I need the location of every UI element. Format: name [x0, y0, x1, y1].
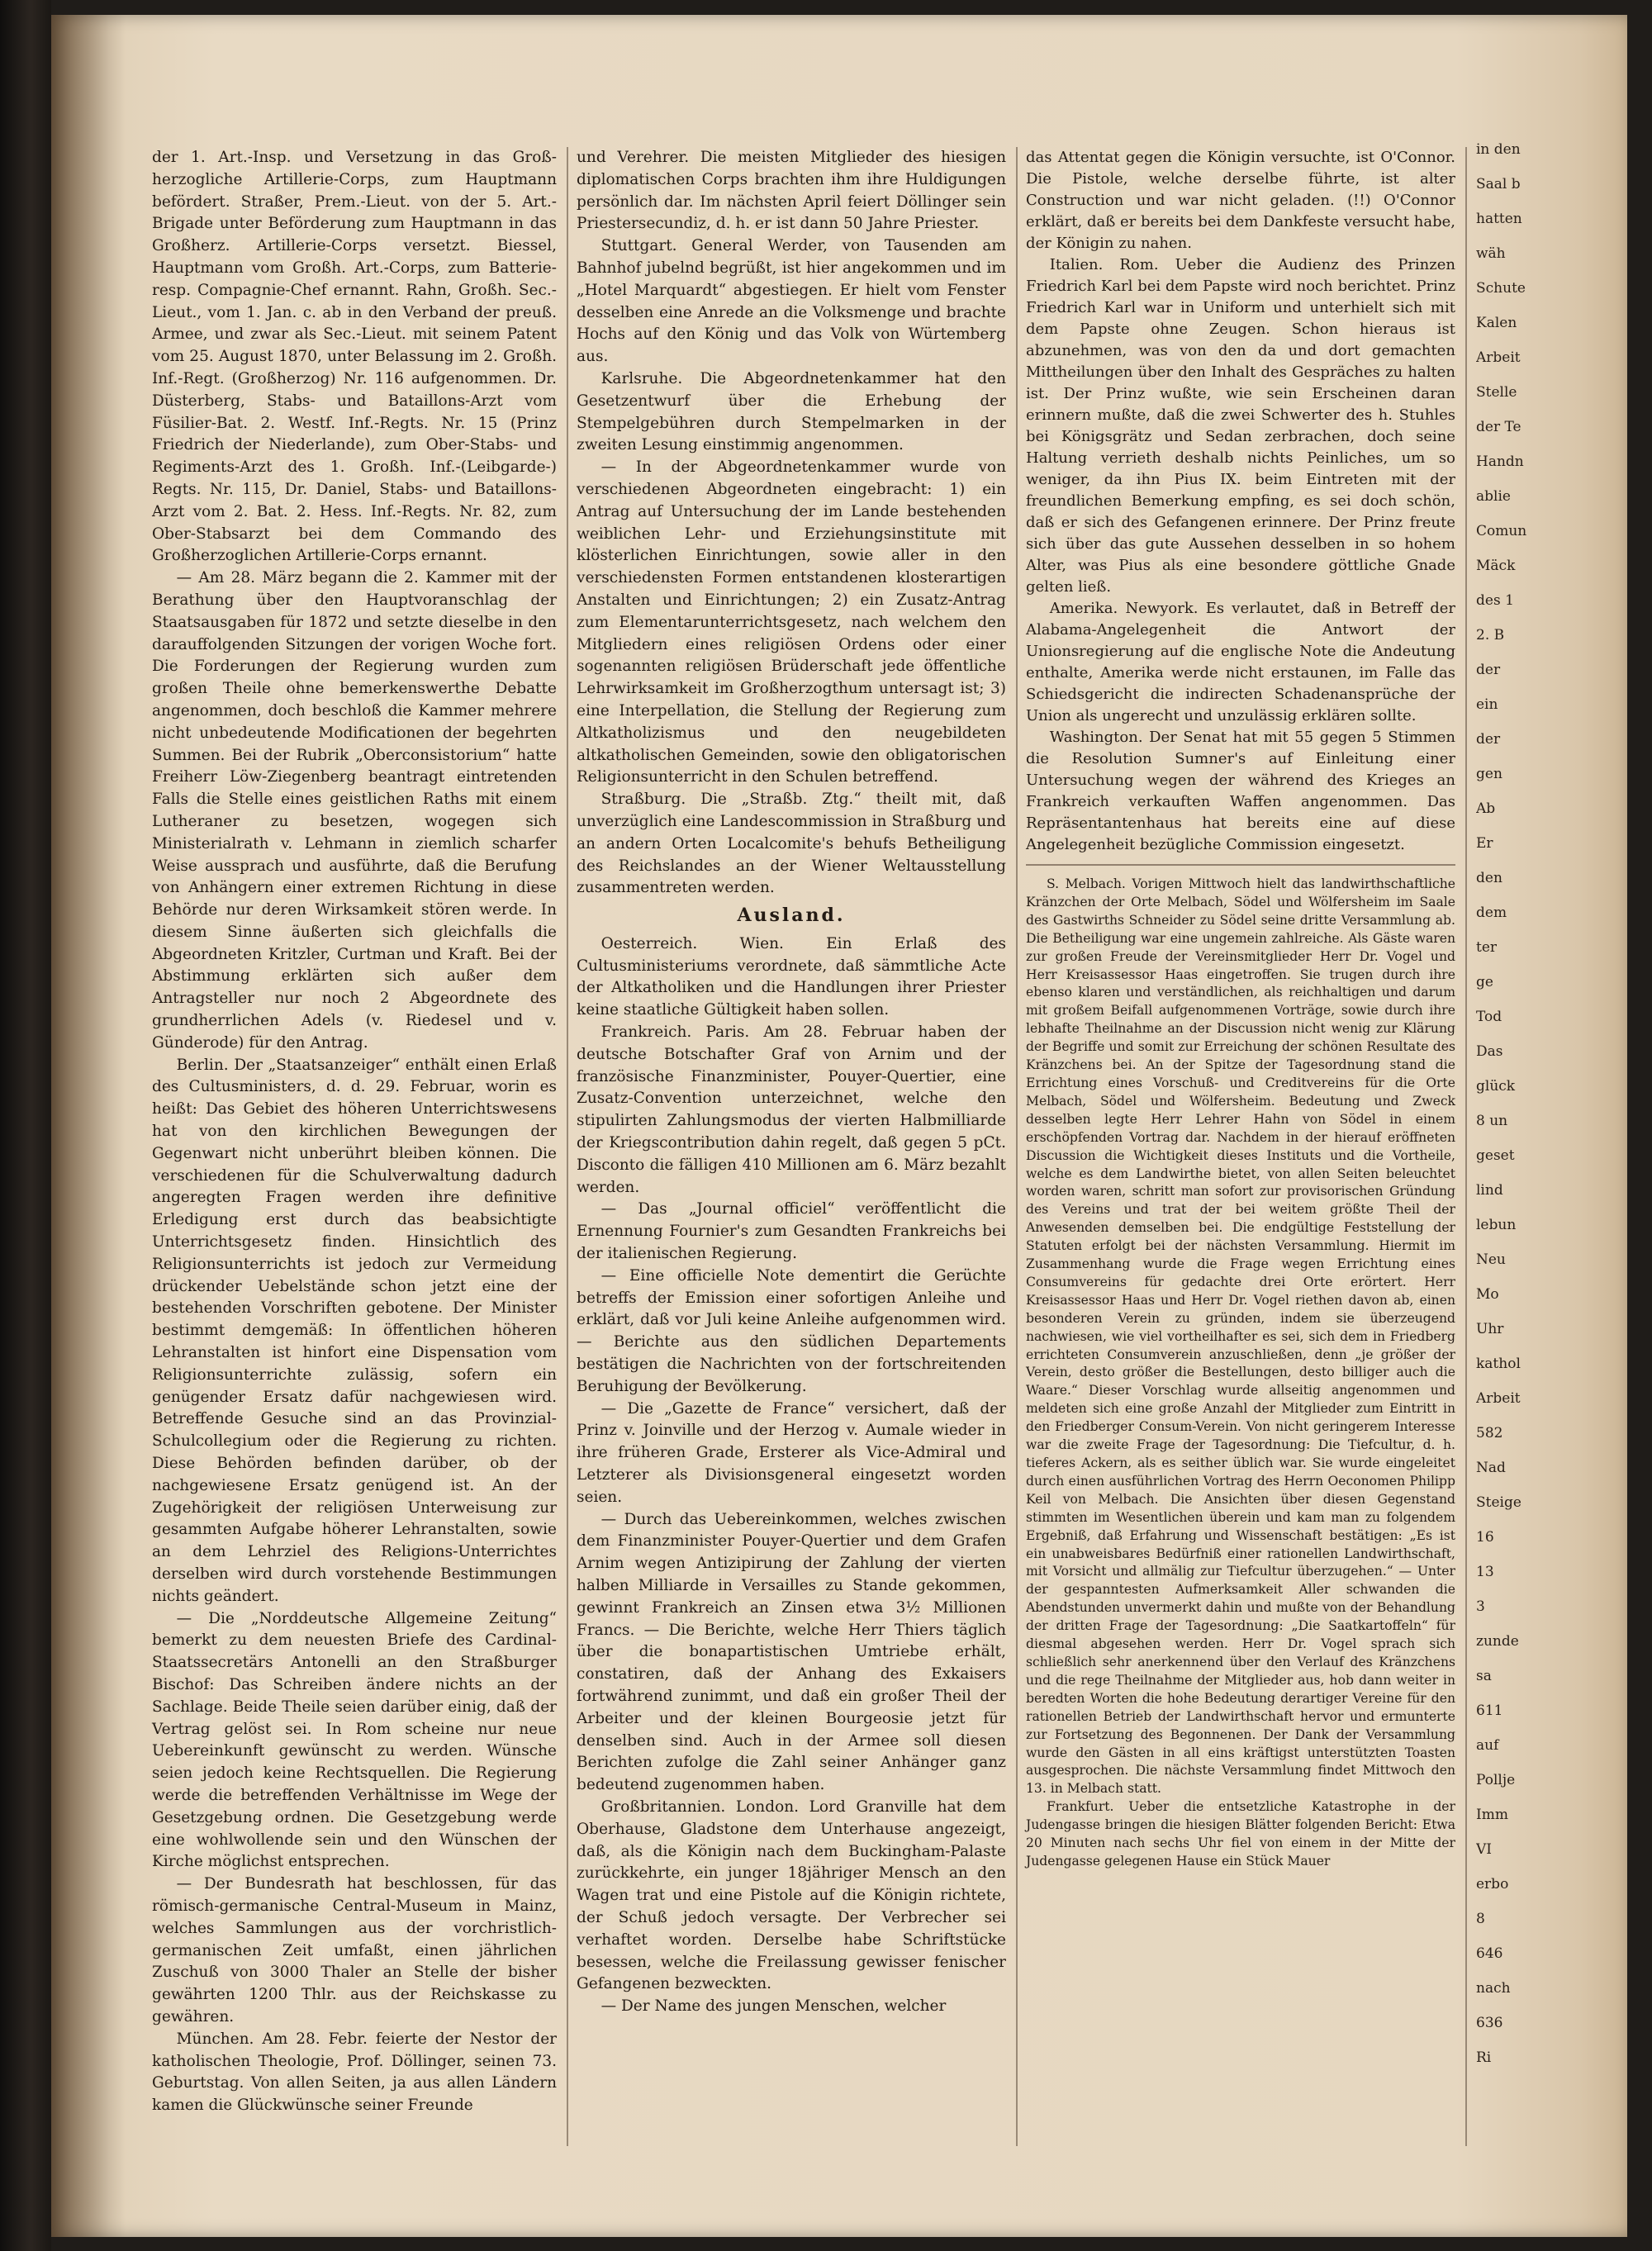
- col2-paragraph: Karlsruhe. Die Abgeordnetenkammer hat den Gesetzentwurf über die Erhebung der Stempelgebühren durch Stempelmarken in der zweiten Lesung einstimmig angenommen.: [577, 369, 1006, 454]
- gutter-shadow: [51, 15, 126, 2237]
- col3-paragraph: Frankfurt. Ueber die entsetzliche Katastrophe in der Judengasse bringen die hiesigen Blätter folgenden Bericht: Etwa 20 Minuten nach sechs Uhr fiel von einem in der Mitte der Judengasse gelegenen Hause ein Stück Mauer: [1026, 1799, 1455, 1869]
- edge-fragment: gen: [1476, 766, 1502, 782]
- col2-paragraph: Frankreich. Paris. Am 28. Februar haben der deutsche Botschafter Graf von Arnim und der französische Finanzminister, Pouyer-Quertier, eine Zusatz-Convention unterzeichnet, welche den stipulirten Zahlungsmodus der vierten Halbmilliarde der Kriegscontribution dahin regelt, daß gegen 5 pCt. Disconto die fälligen 410 Millionen am 6. März bezahlt werden.: [577, 1023, 1006, 1196]
- col2-paragraph: Oesterreich. Wien. Ein Erlaß des Cultusministeriums verordnete, daß sämmtliche Acte der Altkatholiken und die Handlungen ihrer Priester keine staatliche Gültigkeit haben sollen.: [577, 934, 1006, 1019]
- edge-fragment: 3: [1476, 1598, 1485, 1615]
- col2-paragraph: — Die „Gazette de France“ versichert, daß der Prinz v. Joinville und der Herzog v. Aumale wieder in ihre früheren Grade, Ersterer als Vice-Admiral und Letzterer als Divisionsgeneral eingesetzt worden seien.: [577, 1399, 1006, 1506]
- edge-fragment: erbo: [1476, 1876, 1509, 1892]
- col1-paragraph: Berlin. Der „Staatsanzeiger“ enthält einen Erlaß des Cultusministers, d. d. 29. Februar, worin es heißt: Das Gebiet des höheren Unterrichtswesens hat von den kirchlichen Bewegungen der Gegenwart nicht unberührt bleiben können. Die verschiedenen für die Schulverwaltung dadurch angeregten Fragen werden ihre definitive Erledigung erst durch das beabsichtigte Unterrichtsgesetz finden. Hinsichtlich des Religionsunterrichts ist jedoch zur Vermeidung drückender Uebelstände schon jetzt eine der bestehenden Vorschriften gebotene. Der Minister bestimmt demgemäß: In öffentlichen höheren Lehranstalten ist hinfort eine Dispensation vom Religionsunterrichte zulässig, sofern ein genügender Ersatz dafür nachgewiesen wird. Betreffende Gesuche sind an das Provinzial-Schulcollegium oder die Regierung zu richten. Diese Behörden befinden darüber, ob der nachgewiesene Ersatz genügend ist. An der Zugehörigkeit der religiösen Unterweisung zur gesammten Aufgabe höherer Lehranstalten, sowie an dem Lehrziel des Religions-Unterrichtes derselben wird durch vorstehende Bestimmungen nichts geändert.: [152, 1056, 557, 1605]
- edge-fragment: 8 un: [1476, 1113, 1508, 1129]
- column-2: [577, 147, 1006, 2018]
- edge-fragment: lind: [1476, 1182, 1503, 1199]
- col3-paragraph: Washington. Der Senat hat mit 55 gegen 5 Stimmen die Resolution Sumner's auf Einleitung einer Untersuchung wegen der während des Krieges an Frankreich verkauften Waffen angenommen. Das Repräsentantenhaus hat bereits eine auf diese Angelegenheit bezügliche Commission eingesetzt.: [1026, 729, 1455, 853]
- edge-fragment: kathol: [1476, 1356, 1521, 1372]
- edge-fragment: Uhr: [1476, 1321, 1504, 1337]
- edge-fragment: 636: [1476, 2015, 1503, 2031]
- col3-paragraph: Italien. Rom. Ueber die Audienz des Prinzen Friedrich Karl bei dem Papste wird noch berichtet. Prinz Friedrich Karl war in Uniform und unterhielt sich mit dem Papste ohne Zeugen. Schon hieraus ist abzunehmen, was von den da und dort gemachten Mittheilungen über den Inhalt des Gespräches zu halten ist. Der Prinz wußte, wie sein Erscheinen daran erinnern mußte, daß die zwei Schwerter des h. Stuhles bei Königsgrätz und Sedan zerbrachen, doch seine Haltung verrieth deshalb nichts Peinliches, um so weniger, da ihn Pius IX. beim Eintreten mit der freundlichen Bemerkung empfing, es sei doch schön, daß er sich des Gefangenen erinnere. Der Prinz freute sich über das gute Aussehen desselben in so hohem Alter, was Pius als eine besondere göttliche Gnade gelten ließ.: [1026, 256, 1455, 596]
- edge-fragment: den: [1476, 870, 1502, 886]
- edge-fragment: Ri: [1476, 2049, 1492, 2066]
- section-divider: [1026, 864, 1455, 866]
- edge-fragment: Mo: [1476, 1286, 1499, 1303]
- edge-fragment: Handn: [1476, 454, 1524, 470]
- section-heading: Ausland.: [737, 905, 846, 927]
- col1-paragraph: München. Am 28. Febr. feierte der Nestor der katholischen Theologie, Prof. Döllinger, seinen 73. Geburtstag. Von allen Seiten, ja aus allen Ländern kamen die Glückwünsche seiner Freunde: [152, 2030, 557, 2115]
- edge-fragment: ein: [1476, 696, 1498, 713]
- adjacent-page-edge: [1476, 139, 1600, 2163]
- edge-fragment: 16: [1476, 1529, 1494, 1546]
- edge-fragment: wäh: [1476, 245, 1506, 262]
- edge-fragment: 2. B: [1476, 627, 1505, 643]
- col3-paragraph: S. Melbach. Vorigen Mittwoch hielt das landwirthschaftliche Kränzchen der Orte Melbach, Södel und Wölfersheim im Saale des Gastwirths Schneider zu Södel seine dritte Versammlung ab. Die Betheiligung war eine ungemein zahlreiche. Als Gäste waren zur großen Freude der Vereinsmitglieder Herr Dr. Vogel und Herr Kreisassessor Haas eingetroffen. Sie trugen durch ihre ebenso klaren und verständlichen, als reichhaltigen und darum mit großem Beifall aufgenommenen Vorträge, sowie durch ihre lebhafte Theilnahme an der Discussion nicht wenig zur Klärung der Begriffe und somit zur Erreichung der schönen Resultate des Kränzchens bei. An der Spitze der Tagesordnung stand die Errichtung eines Vorschuß- und Creditvereins für die Orte Melbach, Södel und Wölfersheim. Bedeutung und Zweck desselben legte Herr Lehrer Hahn von Södel in einem erschöpfenden Vortrag dar. Nachdem in der hierauf eröffneten Discussion die Wichtigkeit dieses Instituts und die Vortheile, welche es dem Landwirthe bietet, von allen Seiten beleuchtet worden waren, schritt man sofort zur provisorischen Gründung des Vereins und trat der bei weitem größte Theil der Anwesenden demselben bei. Die endgültige Feststellung der Statuten erfolgt bei der nächsten Versammlung. Hiermit im Zusammenhang wurde die Frage wegen Errichtung eines Consumvereins für gedachte drei Orte erörtert. Herr Kreisassessor Haas und Herr Dr. Vogel riethen davon ab, einen besonderen Verein zu gründen, indem sie überzeugend nachwiesen, wie viel vortheilhafter es sei, sich dem in Friedberg errichteten Consumverein anzuschließen, denn „je größer der Verein, desto größer die Bestellungen, desto billiger auch die Waare.“ Dieser Vorschlag wurde allseitig angenommen und meldeten sich eine große Anzahl der Mitglieder zum Eintritt in den Friedberger Consum-Verein. Von nicht geringerem Interesse war die zweite Frage der Tagesordnung: Die Tiefcultur, d. h. tieferes Ackern, als es seither üblich war. Sie wurde eingeleitet durch einen ausführlichen Vortrag des Herrn Oeconomen Philipp Keil von Melbach. Die Ansichten über diesen Gegenstand stimmten im Wesentlichen überein und kam man zu folgendem Ergebniß, daß Erfahrung und Wissenschaft bestätigen: „Es ist ein unabweisbares Bedürfniß einer rationellen Landwirthschaft, mit Vorsicht und allmälig zur Tiefcultur überzugehen.“ — Unter der gespanntesten Aufmerksamkeit Aller schwanden die Abendstunden unvermerkt dahin und mußte von der Behandlung der dritten Frage der Tagesordnung: „Die Saatkartoffeln“ für diesmal abgesehen werden. Herr Dr. Vogel sprach sich schließlich sehr anerkennend über den Verlauf des Kränzchens und die rege Theilnahme der Mitglieder aus, hob dann weiter in beredten Worten die hohe Bedeutung derartiger Vereine für den rationellen Betrieb der Landwirthschaft hervor und ermunterte zur Fortsetzung des Begonnenen. Der Dank der Versammlung wurde den Gästen in all eins kräftigst unterstützten Toasten ausgesprochen. Die nächste Versammlung findet Mittwoch den 13. in Melbach statt.: [1026, 876, 1455, 1797]
- edge-fragment: lebun: [1476, 1217, 1517, 1233]
- column-rule: [567, 147, 568, 2146]
- edge-fragment: auf: [1476, 1737, 1499, 1754]
- edge-fragment: geset: [1476, 1147, 1515, 1164]
- edge-fragment: Ab: [1476, 800, 1496, 817]
- edge-fragment: ter: [1476, 939, 1498, 956]
- col2-paragraph: — Das „Journal officiel“ veröffentlicht die Ernennung Fournier's zum Gesandten Frankreichs bei der italienischen Regierung.: [577, 1200, 1006, 1263]
- edge-fragment: hatten: [1476, 211, 1522, 227]
- col2-paragraph: — Durch das Uebereinkommen, welches zwischen dem Finanzminister Pouyer-Quertier und dem Grafen Arnim wegen Antizipirung der Zahlung der vierten halben Milliarde in Versailles zu Stande gekommen, gewinnt Frankreich an Zinsen etwa 3½ Millionen Francs. — Die Berichte, welche Herr Thiers täglich über die bonapartistischen Umtriebe erhält, constatiren, daß der Anhang des Exkaisers fortwährend zunimmt, und daß ein großer Theil der Arbeiter und der kleinen Bourgeosie jetzt für denselben sind. Auch in der Armee soll diesen Berichten zufolge die Zahl seiner Anhänger ganz bedeutend zugenommen haben.: [577, 1510, 1006, 1794]
- edge-fragment: in den: [1476, 141, 1521, 158]
- col1-paragraph: der 1. Art.-Insp. und Versetzung in das Groß-herzogliche Artillerie-Corps, zum Hauptmann befördert. Straßer, Prem.-Lieut. von der 5. Art.-Brigade unter Beförderung zum Hauptmann in das Großherz. Artillerie-Corps versetzt. Biessel, Hauptmann vom Großh. Art.-Corps, zum Batterie-resp. Compagnie-Chef ernannt. Rahn, Großh. Sec.-Lieut., vom 1. Jan. c. ab in den Verband der preuß. Armee, und zwar als Sec.-Lieut. mit seinem Patent vom 25. August 1870, unter Belassung im 2. Großh. Inf.-Regt. (Großherzog) Nr. 116 aufgenommen. Dr. Düsterberg, Stabs- und Bataillons-Arzt vom Füsilier-Bat. 2. Westf. Inf.-Regts. Nr. 15 (Prinz Friedrich der Niederlande), zum Ober-Stabs- und Regiments-Arzt des 1. Großh. Inf.-(Leibgarde-) Regts. Nr. 115, Dr. Daniel, Stabs- und Bataillons-Arzt vom 2. Bat. 2. Hess. Inf.-Regts. Nr. 82, zum Ober-Stabsarzt bei dem Commando des Großherzoglichen Artillerie-Corps ernannt.: [152, 149, 557, 565]
- col2-paragraph: — Der Name des jungen Menschen, welcher: [601, 1997, 947, 2016]
- edge-fragment: dem: [1476, 905, 1507, 921]
- edge-fragment: des 1: [1476, 592, 1514, 609]
- col2-paragraph: und Verehrer. Die meisten Mitglieder des hiesigen diplomatischen Corps brachten ihm ihre Huldigungen persönlich dar. Im nächsten April feiert Döllinger sein Priestersecundiz, d. h. er ist dann 50 Jahre Priester.: [577, 149, 1006, 233]
- column-rule: [1465, 147, 1467, 2146]
- col1-paragraph: — Am 28. März begann die 2. Kammer mit der Berathung über den Hauptvoranschlag der Staatsausgaben für 1872 und setzte dieselbe in den darauffolgenden Sitzungen der vorigen Woche fort. Die Forderungen der Regierung wurden zum großen Theile ohne bemerkenswerthe Debatte angenommen, doch beschloß die Kammer mehrere nicht unbedeutende Modificationen der begehrten Summen. Bei der Rubrik „Oberconsistorium“ hatte Freiherr Löw-Ziegenberg beantragt eintretenden Falls die Stelle eines geistlichen Raths mit einem Lutheraner zu besetzen, wogegen sich Ministerialrath v. Lehmann in ziemlich scharfer Weise aussprach und ausführte, daß die Berufung von Anhängern einer extremen Richtung in diese Behörde nur deren Wirksamkeit stören werde. In diesem Sinne äußerten sich gleichfalls die Abgeordneten Kritzler, Curtman und Kraft. Bei der Abstimmung erklärten sich außer dem Antragsteller nur noch 2 Abgeordnete des grundherrlichen Adels (v. Riedesel und v. Günderode) für den Antrag.: [152, 569, 557, 1052]
- edge-fragment: 582: [1476, 1425, 1503, 1441]
- edge-fragment: nach: [1476, 1980, 1511, 1997]
- col2-paragraph: — Eine officielle Note dementirt die Gerüchte betreffs der Emission einer sofortigen Anleihe und erklärt, daß vor Juli keine Anleihe aufgenommen wird. — Berichte aus den südlichen Departements bestätigen die Nachrichten von der fortschreitenden Beruhigung der Bevölkerung.: [577, 1266, 1006, 1395]
- edge-fragment: ablie: [1476, 488, 1511, 505]
- col3-paragraph: Amerika. Newyork. Es verlautet, daß in Betreff der Alabama-Angelegenheit die Antwort der Unionsregierung auf die englische Note die Andeutung enthalte, Amerika werde nicht erstaunen, im Falle das Schiedsgericht die indirecten Schadenansprüche der Union als ungerecht und unzulässig erklären sollte.: [1026, 600, 1455, 724]
- edge-fragment: sa: [1476, 1668, 1492, 1684]
- edge-fragment: Kalen: [1476, 315, 1517, 331]
- edge-fragment: Neu: [1476, 1251, 1506, 1268]
- edge-fragment: der: [1476, 731, 1501, 748]
- edge-fragment: der Te: [1476, 419, 1521, 435]
- edge-fragment: Imm: [1476, 1807, 1508, 1823]
- column-3: [1026, 147, 1455, 1871]
- col1-paragraph: — Die „Norddeutsche Allgemeine Zeitung“ bemerkt zu dem neuesten Briefe des Cardinal-Staatssecretärs Antonelli an den Straßburger Bischof: Das Schreiben ändere nichts an der Sachlage. Beide Theile seien darüber einig, daß der Vertrag gelöst sei. In Rom scheine nur neue Uebereinkunft gewünscht zu werden. Wünsche seien jedoch keine Rechtsquellen. Die Regierung werde die betreffenden Verhältnisse im Wege der Gesetzgebung ordnen. Die Gesetzgebung werde eine wohlwollende sein und den Wünschen der Kirche möglichst entsprechen.: [152, 1609, 557, 1871]
- col2-paragraph: — In der Abgeordnetenkammer wurde von verschiedenen Abgeordneten eingebracht: 1) ein Antrag auf Untersuchung der im Lande bestehenden weiblichen Lehr- und Erziehungsinstitute mit klösterlichen Einrichtungen, sowie aller in den verschiedensten Formen entstandenen klosterartigen Anstalten und Einrichtungen; 2) ein Zusatz-Antrag zum Elementarunterrichtsgesetz, nach welchem den Mitgliedern eines religiösen Ordens oder einer sogenannten religiösen Brüderschaft jede öffentliche Lehrwirksamkeit im Großherzogthum untersagt ist; 3) eine Interpellation, die Stellung der Regierung zum Altkatholizismus und den neugebildeten altkatholischen Gemeinden, sowie den obligatorischen Religionsunterricht in den Schulen betreffend.: [577, 458, 1006, 786]
- edge-fragment: glück: [1476, 1078, 1516, 1095]
- edge-fragment: Arbeit: [1476, 1390, 1521, 1407]
- edge-fragment: Pollje: [1476, 1772, 1516, 1788]
- edge-fragment: Er: [1476, 835, 1493, 852]
- book-binding: [0, 0, 51, 2251]
- edge-fragment: Stelle: [1476, 384, 1517, 401]
- edge-fragment: VI: [1476, 1841, 1492, 1858]
- edge-fragment: der: [1476, 662, 1501, 678]
- edge-fragment: 646: [1476, 1945, 1503, 1962]
- column-rule: [1016, 147, 1018, 2146]
- edge-fragment: 611: [1476, 1702, 1503, 1719]
- edge-fragment: Das: [1476, 1043, 1503, 1060]
- edge-fragment: Comun: [1476, 523, 1527, 539]
- col2-paragraph: Straßburg. Die „Straßb. Ztg.“ theilt mit, daß unverzüglich eine Landescommission in Straßburg und an andern Orten Localcomite's behufs Betheiligung des Reichslandes an der Wiener Weltausstellung zusammentreten werden.: [577, 791, 1006, 897]
- edge-fragment: Tod: [1476, 1009, 1502, 1025]
- edge-fragment: zunde: [1476, 1633, 1519, 1650]
- col3-paragraph: das Attentat gegen die Königin versuchte, ist O'Connor. Die Pistole, welche derselbe führte, ist alter Construction und war nicht geladen. (!!) O'Connor erklärt, daß er bereits bei dem Dankfeste versucht habe, der Königin zu nahen.: [1026, 149, 1455, 252]
- edge-fragment: ge: [1476, 974, 1493, 990]
- edge-fragment: 13: [1476, 1564, 1494, 1580]
- column-1: [152, 147, 557, 2117]
- edge-fragment: Steige: [1476, 1494, 1521, 1511]
- col1-paragraph: — Der Bundesrath hat beschlossen, für das römisch-germanische Central-Museum in Mainz, welches Sammlungen aus der vorchristlich-germanischen Zeit umfaßt, einen jährlichen Zuschuß von 3000 Thaler an Stelle der bisher gewährten 1200 Thlr. aus der Reichskasse zu gewähren.: [152, 1875, 557, 2025]
- edge-fragment: Mäck: [1476, 558, 1516, 574]
- edge-fragment: Arbeit: [1476, 349, 1521, 366]
- col2-paragraph: Großbritannien. London. Lord Granville hat dem Oberhause, Gladstone dem Unterhause angezeigt, daß, als die Königin nach dem Buckingham-Palaste zurückkehrte, ein junger 18jähriger Mensch an den Wagen trat und eine Pistole auf die Königin richtete, der Schuß jedoch versagte. Der Verbrecher sei verhaftet worden. Derselbe habe Schriftstücke besessen, welche die Freilassung gewisser fenischer Gefangenen bezweckten.: [577, 1797, 1006, 1993]
- newspaper-page: [51, 15, 1627, 2237]
- edge-fragment: Schute: [1476, 280, 1526, 297]
- edge-fragment: Nad: [1476, 1460, 1506, 1476]
- edge-fragment: Saal b: [1476, 176, 1521, 192]
- col2-paragraph: Stuttgart. General Werder, von Tausenden am Bahnhof jubelnd begrüßt, ist hier angekommen und im „Hotel Marquardt“ abgestiegen. Er hielt vom Fenster desselben eine Anrede an die Volksmenge und brachte Hochs auf den König und das Volk von Würtemberg aus.: [577, 237, 1006, 366]
- edge-fragment: 8: [1476, 1911, 1485, 1927]
